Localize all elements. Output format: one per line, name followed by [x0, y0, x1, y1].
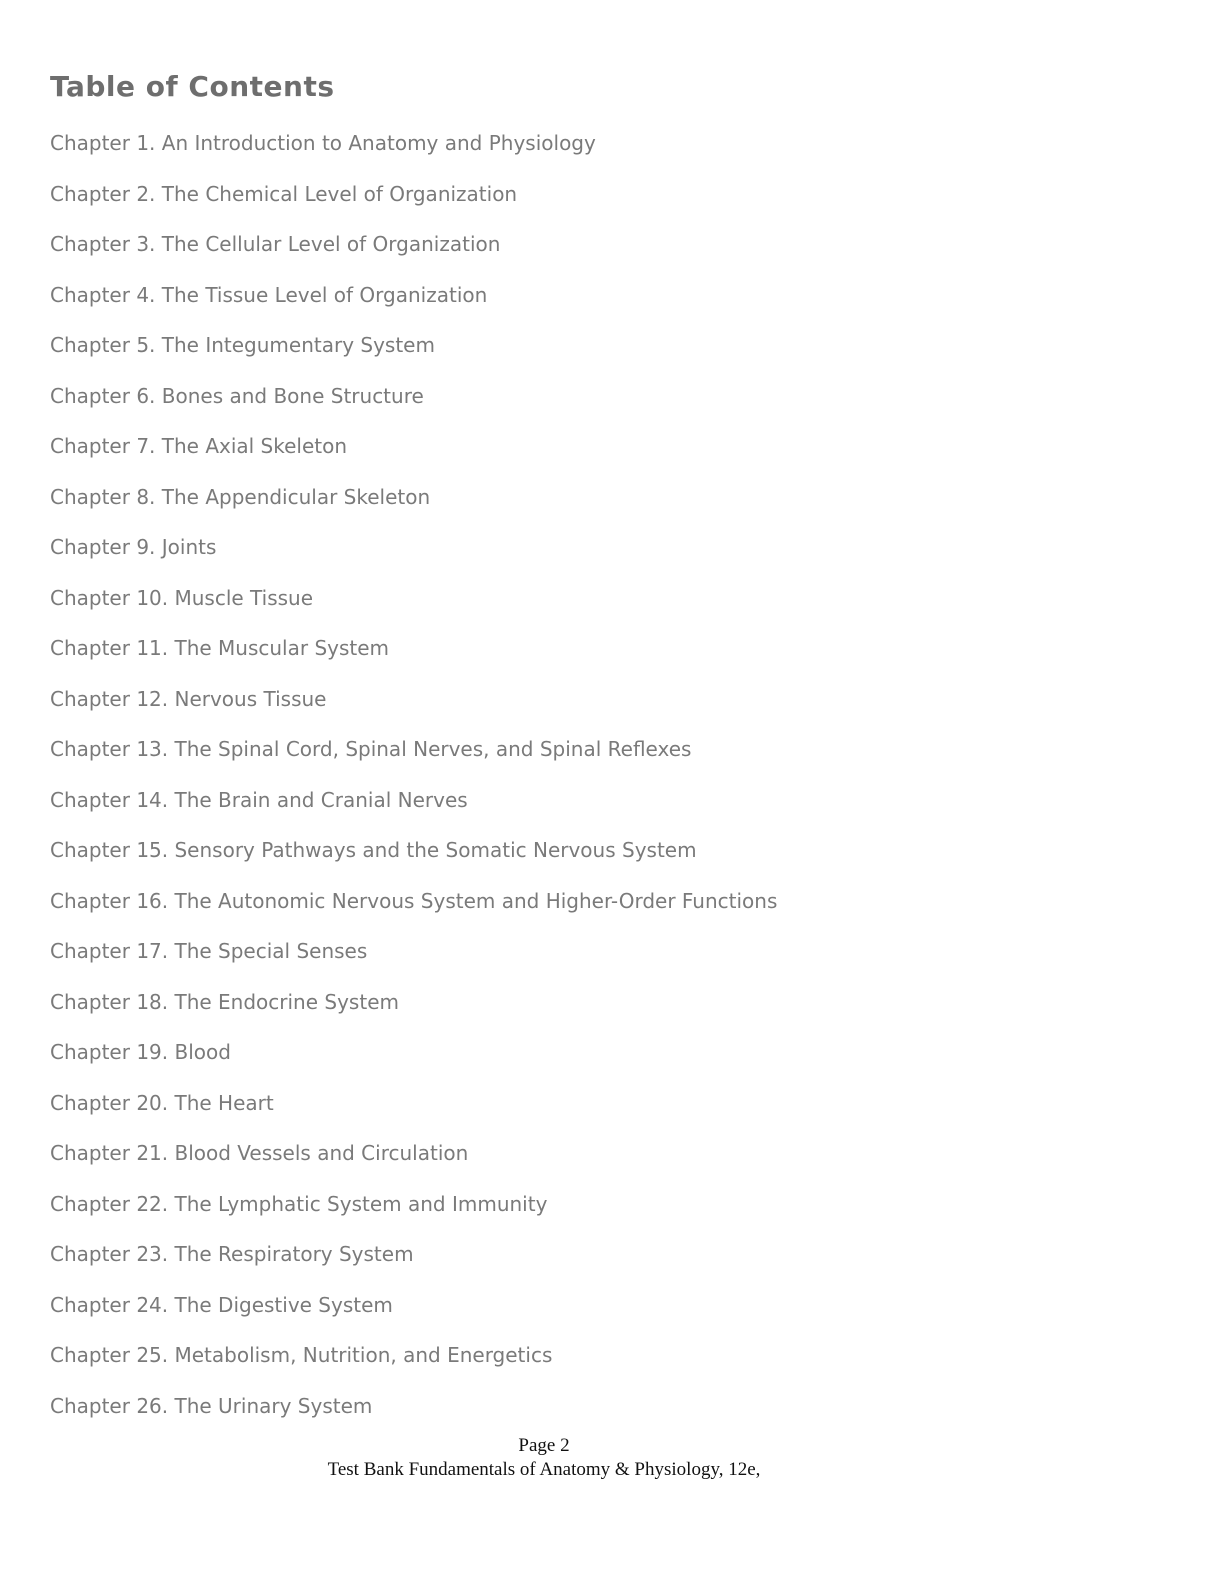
toc-item: Chapter 26. The Urinary System: [50, 1393, 373, 1418]
page-footer: [0, 1434, 1088, 1482]
toc-item: Chapter 18. The Endocrine System: [50, 989, 399, 1014]
toc-item: Chapter 15. Sensory Pathways and the Somatic Nervous System: [50, 838, 697, 862]
toc-item: Chapter 5. The Integumentary System: [50, 333, 435, 357]
toc-list: [50, 128, 777, 1441]
toc-item: Chapter 25. Metabolism, Nutrition, and Energetics: [50, 1343, 553, 1367]
toc-item: Chapter 2. The Chemical Level of Organization: [50, 181, 518, 206]
toc-item: Chapter 16. The Autonomic Nervous System and Higher-Order Functions: [50, 888, 778, 913]
page-number: Page 2: [518, 1435, 570, 1456]
toc-item: Chapter 21. Blood Vessels and Circulation: [50, 1141, 469, 1165]
toc-item: Chapter 1. An Introduction to Anatomy and Physiology: [50, 131, 596, 155]
toc-item: Chapter 22. The Lymphatic System and Immunity: [50, 1191, 548, 1216]
toc-item: Chapter 9. Joints: [50, 535, 217, 559]
toc-item: Chapter 12. Nervous Tissue: [50, 686, 327, 711]
toc-item: Chapter 14. The Brain and Cranial Nerves: [50, 787, 468, 812]
toc-item: Chapter 8. The Appendicular Skeleton: [50, 484, 431, 509]
toc-item: Chapter 20. The Heart: [50, 1090, 274, 1115]
toc-item: Chapter 24. The Digestive System: [50, 1292, 393, 1317]
toc-item: Chapter 3. The Cellular Level of Organization: [50, 232, 501, 256]
toc-item: Chapter 13. The Spinal Cord, Spinal Nerves, and Spinal Reflexes: [50, 737, 692, 761]
toc-item: Chapter 17. The Special Senses: [50, 939, 368, 963]
toc-item: Chapter 23. The Respiratory System: [50, 1242, 414, 1266]
toc-item: Chapter 19. Blood: [50, 1040, 231, 1064]
toc-item: Chapter 10. Muscle Tissue: [50, 585, 314, 610]
footer-book-title: Test Bank Fundamentals of Anatomy & Physiology, 12e,: [327, 1459, 761, 1480]
toc-item: Chapter 6. Bones and Bone Structure: [50, 383, 424, 408]
toc-title: Table of Contents: [50, 70, 335, 103]
toc-item: Chapter 11. The Muscular System: [50, 636, 390, 660]
toc-item: Chapter 4. The Tissue Level of Organization: [50, 282, 488, 307]
toc-item: Chapter 7. The Axial Skeleton: [50, 434, 348, 458]
